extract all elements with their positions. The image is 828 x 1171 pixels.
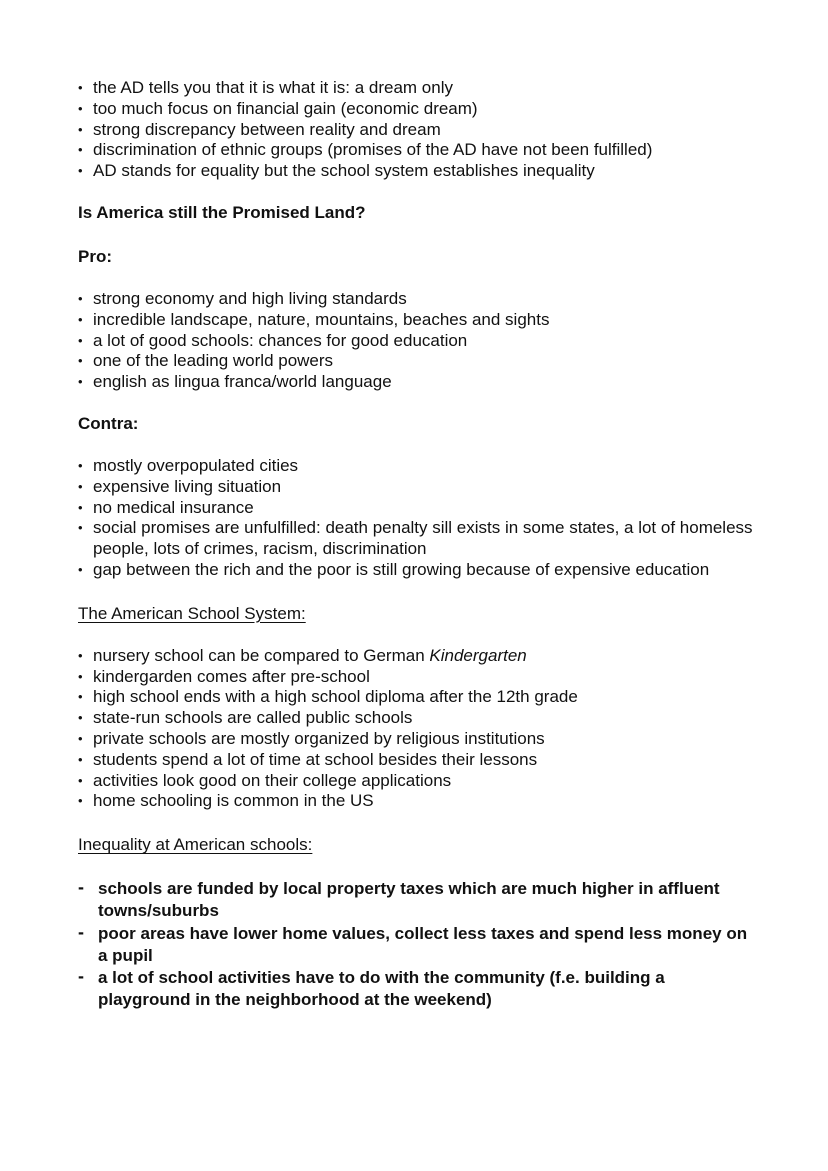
list-item: • state-run schools are called public schools xyxy=(78,708,758,729)
list-item: • too much focus on financial gain (economic dream) xyxy=(78,99,758,120)
list-item: • high school ends with a high school diploma after the 12th grade xyxy=(78,687,758,708)
school-system-list xyxy=(78,646,758,812)
document-content xyxy=(78,78,758,1011)
list-item: - a lot of school activities have to do with the community (f.e. building a playground in the neighborhood at the weekend) xyxy=(78,967,758,1011)
contra-heading: Contra: xyxy=(78,413,139,433)
list-item xyxy=(78,646,758,667)
list-item: • strong economy and high living standards xyxy=(78,289,758,310)
pro-list xyxy=(78,289,758,393)
list-item: • students spend a lot of time at school besides their lessons xyxy=(78,750,758,771)
intro-list xyxy=(78,78,758,182)
list-item-text: nursery school can be compared to German xyxy=(93,645,430,665)
list-item: • a lot of good schools: chances for good education xyxy=(78,331,758,352)
list-item: • kindergarden comes after pre-school xyxy=(78,667,758,688)
list-item: • strong discrepancy between reality and dream xyxy=(78,120,758,141)
pro-heading: Pro: xyxy=(78,246,112,266)
contra-list xyxy=(78,456,758,581)
list-item: • activities look good on their college applications xyxy=(78,771,758,792)
list-item: • english as lingua franca/world language xyxy=(78,372,758,393)
school-system-heading: The American School System: xyxy=(78,603,306,623)
list-item: • one of the leading world powers xyxy=(78,351,758,372)
inequality-list xyxy=(78,878,758,1011)
list-item: • home schooling is common in the US xyxy=(78,791,758,812)
list-item: • gap between the rich and the poor is still growing because of expensive education xyxy=(78,560,758,581)
question-heading: Is America still the Promised Land? xyxy=(78,202,366,222)
inequality-heading: Inequality at American schools: xyxy=(78,835,313,855)
list-item: • discrimination of ethnic groups (promises of the AD have not been fulfilled) xyxy=(78,140,758,161)
list-item-emphasis: Kindergarten xyxy=(429,645,527,665)
list-item: - poor areas have lower home values, collect less taxes and spend less money on a pupil xyxy=(78,923,758,967)
list-item: • social promises are unfulfilled: death penalty sill exists in some states, a lot of homeless people, lots of crimes, racism, discrimination xyxy=(78,518,758,560)
list-item: • the AD tells you that it is what it is: a dream only xyxy=(78,78,758,99)
list-item: • no medical insurance xyxy=(78,498,758,519)
list-item: • expensive living situation xyxy=(78,477,758,498)
list-item: • AD stands for equality but the school system establishes inequality xyxy=(78,161,758,182)
list-item: • mostly overpopulated cities xyxy=(78,456,758,477)
list-item: • private schools are mostly organized by religious institutions xyxy=(78,729,758,750)
list-item: • incredible landscape, nature, mountains, beaches and sights xyxy=(78,310,758,331)
list-item: - schools are funded by local property taxes which are much higher in affluent towns/suburbs xyxy=(78,878,758,922)
